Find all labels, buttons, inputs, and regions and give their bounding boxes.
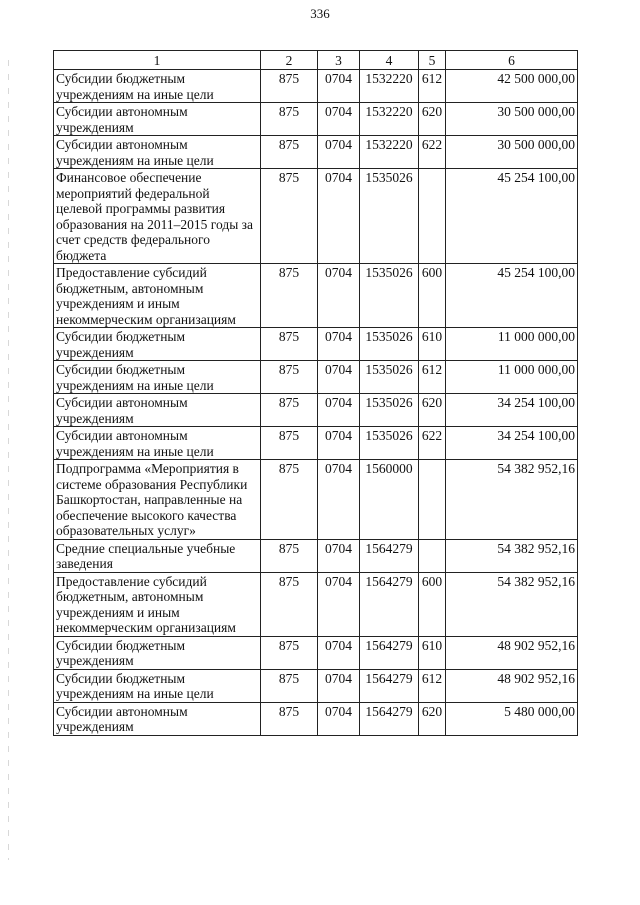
column-header-amount: 6 (446, 51, 578, 70)
row-razdel: 0704 (318, 103, 360, 136)
row-csr: 1535026 (360, 264, 419, 328)
row-ved: 875 (261, 572, 318, 636)
row-name: Субсидии автономным учреждениям (54, 702, 261, 735)
row-vr: 620 (419, 702, 446, 735)
row-vr: 600 (419, 264, 446, 328)
row-razdel: 0704 (318, 328, 360, 361)
table-row (54, 361, 578, 394)
row-ved: 875 (261, 669, 318, 702)
row-ved: 875 (261, 103, 318, 136)
row-vr: 612 (419, 361, 446, 394)
row-razdel: 0704 (318, 669, 360, 702)
table-row (54, 103, 578, 136)
row-name: Субсидии бюджетным учреждениям на иные цели (54, 361, 261, 394)
row-vr: 610 (419, 328, 446, 361)
row-vr: 620 (419, 103, 446, 136)
row-csr: 1535026 (360, 169, 419, 264)
row-name: Субсидии бюджетным учреждениям на иные цели (54, 669, 261, 702)
row-name: Средние специальные учебные заведения (54, 539, 261, 572)
budget-table (53, 50, 578, 736)
row-ved: 875 (261, 394, 318, 427)
row-amount: 48 902 952,16 (446, 636, 578, 669)
row-ved: 875 (261, 636, 318, 669)
row-amount: 34 254 100,00 (446, 394, 578, 427)
row-name: Субсидии автономным учреждениям (54, 394, 261, 427)
table-body (54, 70, 578, 736)
row-vr: 620 (419, 394, 446, 427)
row-razdel: 0704 (318, 460, 360, 540)
row-vr: 600 (419, 572, 446, 636)
row-csr: 1560000 (360, 460, 419, 540)
row-ved: 875 (261, 427, 318, 460)
row-razdel: 0704 (318, 702, 360, 735)
row-csr: 1564279 (360, 669, 419, 702)
row-csr: 1535026 (360, 427, 419, 460)
row-vr: 622 (419, 136, 446, 169)
row-razdel: 0704 (318, 572, 360, 636)
row-ved: 875 (261, 264, 318, 328)
table-row (54, 394, 578, 427)
row-csr: 1564279 (360, 636, 419, 669)
column-header-razdel: 3 (318, 51, 360, 70)
row-ved: 875 (261, 70, 318, 103)
row-csr: 1564279 (360, 572, 419, 636)
table-row (54, 328, 578, 361)
row-amount: 30 500 000,00 (446, 136, 578, 169)
row-amount: 54 382 952,16 (446, 460, 578, 540)
table-row (54, 136, 578, 169)
row-amount: 42 500 000,00 (446, 70, 578, 103)
row-amount: 45 254 100,00 (446, 264, 578, 328)
row-csr: 1532220 (360, 103, 419, 136)
row-csr: 1535026 (360, 361, 419, 394)
column-header-ved: 2 (261, 51, 318, 70)
table-row (54, 264, 578, 328)
row-razdel: 0704 (318, 70, 360, 103)
row-razdel: 0704 (318, 361, 360, 394)
table-row (54, 636, 578, 669)
scan-edge-mark (8, 60, 9, 860)
row-name: Предоставление субсидий бюджетным, автономным учреждениям и иным некоммерческим организациям (54, 572, 261, 636)
row-csr: 1535026 (360, 394, 419, 427)
row-ved: 875 (261, 169, 318, 264)
row-csr: 1564279 (360, 539, 419, 572)
page-number: 336 (310, 6, 330, 21)
table-row (54, 572, 578, 636)
table-row (54, 460, 578, 540)
row-amount: 45 254 100,00 (446, 169, 578, 264)
row-razdel: 0704 (318, 427, 360, 460)
row-ved: 875 (261, 136, 318, 169)
column-header-name: 1 (54, 51, 261, 70)
row-name: Субсидии автономным учреждениям (54, 103, 261, 136)
row-vr: 622 (419, 427, 446, 460)
row-vr: 610 (419, 636, 446, 669)
row-name: Подпрограмма «Мероприятия в системе образования Республики Башкортостан, направленные на обеспечение высокого качества образовательных услуг» (54, 460, 261, 540)
table-header (54, 51, 578, 70)
row-name: Финансовое обеспечение мероприятий федеральной целевой программы развития образования на 2011–2015 годы за счет средств федерального бюджета (54, 169, 261, 264)
row-vr: 612 (419, 70, 446, 103)
row-razdel: 0704 (318, 394, 360, 427)
row-csr: 1564279 (360, 702, 419, 735)
row-name: Субсидии автономным учреждениям на иные цели (54, 136, 261, 169)
table-row (54, 702, 578, 735)
row-csr: 1535026 (360, 328, 419, 361)
row-amount: 11 000 000,00 (446, 361, 578, 394)
column-header-csr: 4 (360, 51, 419, 70)
row-name: Субсидии бюджетным учреждениям (54, 636, 261, 669)
row-name: Субсидии бюджетным учреждениям (54, 328, 261, 361)
row-razdel: 0704 (318, 539, 360, 572)
table-row (54, 539, 578, 572)
row-vr (419, 460, 446, 540)
row-razdel: 0704 (318, 136, 360, 169)
row-csr: 1532220 (360, 136, 419, 169)
row-amount: 11 000 000,00 (446, 328, 578, 361)
row-vr: 612 (419, 669, 446, 702)
row-ved: 875 (261, 460, 318, 540)
row-vr (419, 169, 446, 264)
row-razdel: 0704 (318, 264, 360, 328)
row-amount: 34 254 100,00 (446, 427, 578, 460)
table-row (54, 169, 578, 264)
table-row (54, 70, 578, 103)
column-header-vr: 5 (419, 51, 446, 70)
row-razdel: 0704 (318, 169, 360, 264)
table-row (54, 427, 578, 460)
row-ved: 875 (261, 539, 318, 572)
row-amount: 48 902 952,16 (446, 669, 578, 702)
row-name: Субсидии автономным учреждениям на иные цели (54, 427, 261, 460)
row-ved: 875 (261, 328, 318, 361)
row-amount: 54 382 952,16 (446, 539, 578, 572)
table-row (54, 669, 578, 702)
row-amount: 30 500 000,00 (446, 103, 578, 136)
row-name: Субсидии бюджетным учреждениям на иные цели (54, 70, 261, 103)
row-csr: 1532220 (360, 70, 419, 103)
row-ved: 875 (261, 702, 318, 735)
row-vr (419, 539, 446, 572)
row-amount: 54 382 952,16 (446, 572, 578, 636)
header-row (54, 51, 578, 70)
row-razdel: 0704 (318, 636, 360, 669)
row-amount: 5 480 000,00 (446, 702, 578, 735)
row-name: Предоставление субсидий бюджетным, автономным учреждениям и иным некоммерческим организациям (54, 264, 261, 328)
row-ved: 875 (261, 361, 318, 394)
